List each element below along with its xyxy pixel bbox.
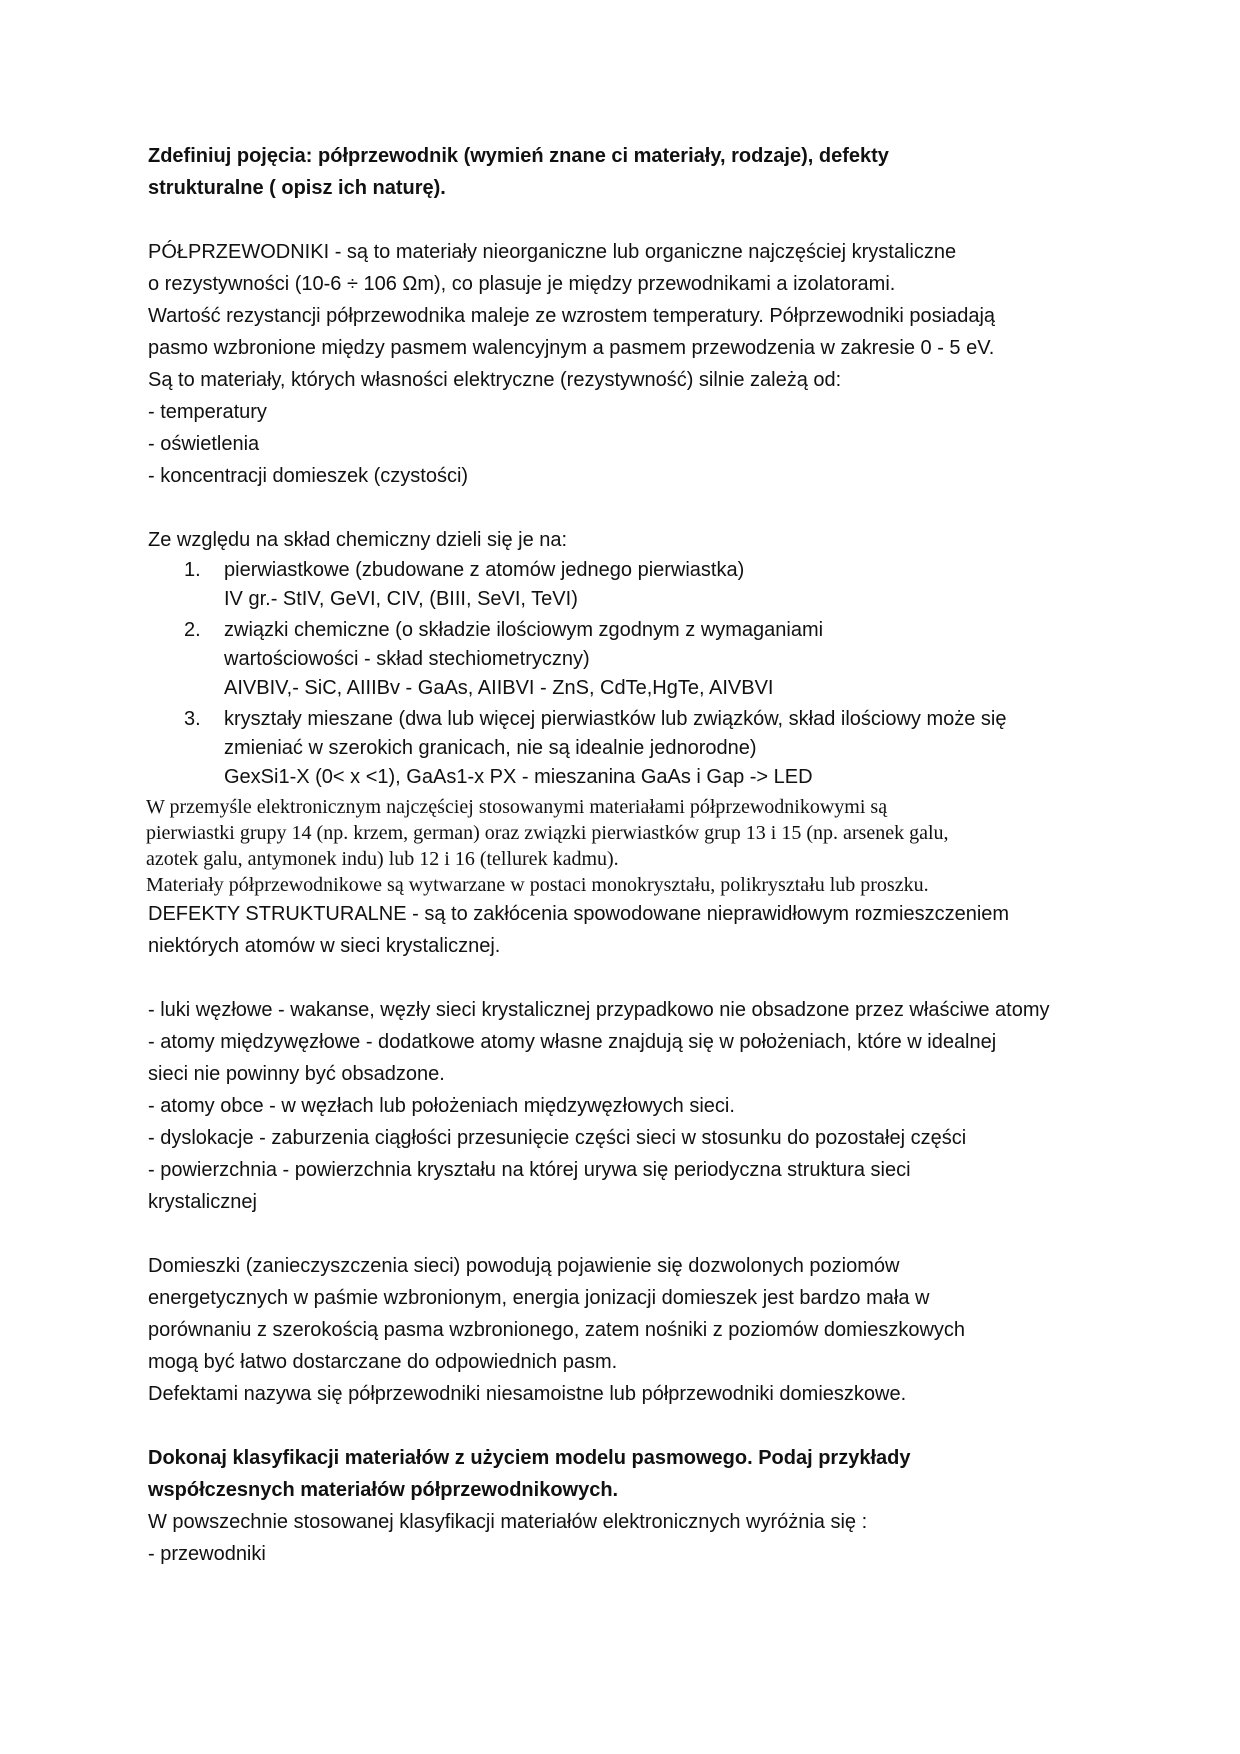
list-item [148, 705, 1108, 792]
defects-definition [148, 898, 1108, 962]
industry-paragraph [148, 794, 1108, 898]
spacer [148, 962, 1108, 994]
text-line: W przemyśle elektronicznym najczęściej stosowanymi materiałami półprzewodnikowymi są [146, 796, 888, 818]
heading-2-line-2: współczesnych materiałów półprzewodnikowych. [148, 1479, 619, 1501]
text-line: - koncentracji domieszek (czystości) [148, 465, 469, 487]
spacer [148, 1410, 1108, 1442]
classification-paragraph [148, 1506, 1108, 1570]
text-line: sieci nie powinny być obsadzone. [148, 1063, 445, 1085]
spacer [148, 204, 1108, 236]
text-line: Materiały półprzewodnikowe są wytwarzane w postaci monokryształu, polikryształu lub proszku. [146, 874, 929, 896]
list-item-line: GexSi1-X (0< x <1), GaAs1-x PX - mieszanina GaAs i Gap -> LED [224, 766, 813, 788]
list-item-line: AIVBIV,- SiC, AIIIBv - GaAs, AIIBVI - ZnS, CdTe,HgTe, AIVBVI [224, 677, 774, 699]
text-line: Wartość rezystancji półprzewodnika maleje ze wzrostem temperatury. Półprzewodniki posiadają [148, 305, 996, 327]
text-line: - atomy obce - w węzłach lub położeniach międzywęzłowych sieci. [148, 1095, 735, 1117]
text-line: pierwiastki grupy 14 (np. krzem, german) oraz związki pierwiastków grup 13 i 15 (np. arsenek galu, [146, 822, 949, 844]
text-line: W powszechnie stosowanej klasyfikacji materiałów elektronicznych wyróżnia się : [148, 1511, 868, 1533]
text-line: PÓŁPRZEWODNIKI - są to materiały nieorganiczne lub organiczne najczęściej krystaliczne [148, 241, 957, 263]
text-line: energetycznych w paśmie wzbronionym, energia jonizacji domieszek jest bardzo mała w [148, 1287, 930, 1309]
list-item [148, 616, 1108, 703]
heading-1-line-2: strukturalne ( opisz ich naturę). [148, 177, 446, 199]
text-line: o rezystywności (10-6 ÷ 106 Ωm), co plasuje je między przewodnikami a izolatorami. [148, 273, 896, 295]
list-item [148, 556, 1108, 614]
list-item-line: IV gr.- StIV, GeVI, CIV, (BIII, SeVI, TeVI) [224, 588, 578, 610]
text-line: - atomy międzywęzłowe - dodatkowe atomy własne znajdują się w położeniach, które w idealnej [148, 1031, 997, 1053]
spacer [148, 492, 1108, 524]
dopants-paragraph [148, 1250, 1108, 1410]
text-line: porównaniu z szerokością pasma wzbronionego, zatem nośniki z poziomów domieszkowych [148, 1319, 966, 1341]
text-line: azotek galu, antymonek indu) lub 12 i 16 (tellurek kadmu). [146, 848, 619, 870]
heading-1-line-1: Zdefiniuj pojęcia: półprzewodnik (wymień znane ci materiały, rodzaje), defekty [148, 145, 889, 167]
spacer [148, 1218, 1108, 1250]
composition-list [148, 556, 1108, 792]
defects-list [148, 994, 1108, 1218]
text-line: - luki węzłowe - wakanse, węzły sieci krystalicznej przypadkowo nie obsadzone przez właściwe atomy [148, 999, 1050, 1021]
list-item-line: zmieniać w szerokich granicach, nie są idealnie jednorodne) [224, 737, 757, 759]
text-line: - temperatury [148, 401, 267, 423]
text-line: - dyslokacje - zaburzenia ciągłości przesunięcie części sieci w stosunku do pozostałej części [148, 1127, 967, 1149]
text-line: - oświetlenia [148, 433, 260, 455]
text-line: Są to materiały, których własności elektryczne (rezystywność) silnie zależą od: [148, 369, 842, 391]
text-line: Domieszki (zanieczyszczenia sieci) powodują pojawienie się dozwolonych poziomów [148, 1255, 900, 1277]
list-item-line: związki chemiczne (o składzie ilościowym zgodnym z wymaganiami [224, 619, 824, 641]
text-line: pasmo wzbronione między pasmem walencyjnym a pasmem przewodzenia w zakresie 0 - 5 eV. [148, 337, 995, 359]
text-line: Defektami nazywa się półprzewodniki niesamoistne lub półprzewodniki domieszkowe. [148, 1383, 907, 1405]
document-page [148, 140, 1108, 1570]
text-line: mogą być łatwo dostarczane do odpowiednich pasm. [148, 1351, 618, 1373]
list-number: 2. [184, 619, 201, 641]
list-number: 1. [184, 559, 201, 581]
definition-paragraph [148, 236, 1108, 492]
composition-intro: Ze względu na skład chemiczny dzieli się je na: [148, 529, 568, 551]
heading-2-line-1: Dokonaj klasyfikacji materiałów z użyciem modelu pasmowego. Podaj przykłady [148, 1447, 911, 1469]
text-line: - przewodniki [148, 1543, 266, 1565]
list-item-line: kryształy mieszane (dwa lub więcej pierwiastków lub związków, skład ilościowy może się [224, 708, 1007, 730]
text-line: krystalicznej [148, 1191, 257, 1213]
text-line: niektórych atomów w sieci krystalicznej. [148, 935, 501, 957]
list-item-line: wartościowości - skład stechiometryczny) [224, 648, 590, 670]
list-item-line: pierwiastkowe (zbudowane z atomów jednego pierwiastka) [224, 559, 745, 581]
list-number: 3. [184, 708, 201, 730]
text-line: DEFEKTY STRUKTURALNE - są to zakłócenia spowodowane nieprawidłowym rozmieszczeniem [148, 903, 1010, 925]
text-line: - powierzchnia - powierzchnia kryształu na której urywa się periodyczna struktura sieci [148, 1159, 911, 1181]
